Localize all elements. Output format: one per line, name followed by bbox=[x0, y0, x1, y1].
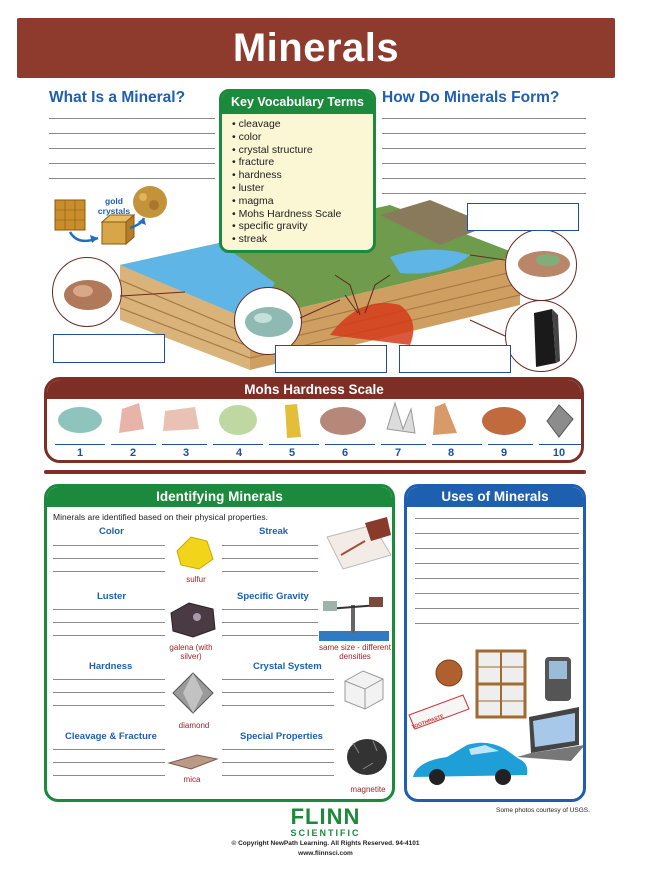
mohs-number: 1 bbox=[76, 447, 84, 459]
prop-special-label: Special Properties bbox=[240, 731, 323, 742]
label-box-vein[interactable] bbox=[467, 203, 579, 231]
identifying-heading: Identifying Minerals bbox=[47, 487, 392, 507]
streak-plate-icon bbox=[325, 515, 395, 571]
toothpaste-label: TOOTHPASTE bbox=[410, 713, 445, 731]
orthoclase-icon bbox=[320, 407, 366, 435]
uses-answer-lines bbox=[415, 507, 579, 624]
laptop-icon bbox=[517, 707, 585, 761]
crystal-model-icon bbox=[339, 665, 389, 715]
vocab-term: • cleavage bbox=[232, 118, 373, 131]
mohs-number: 5 bbox=[288, 447, 296, 459]
flinn-logo: FLINN bbox=[290, 804, 361, 829]
vocab-term: • streak bbox=[232, 233, 373, 246]
uses-of-minerals-panel bbox=[404, 484, 586, 802]
page-title: Minerals bbox=[232, 26, 400, 70]
prop-specific-gravity-label: Specific Gravity bbox=[237, 591, 309, 602]
cleavage-answer-lines bbox=[53, 741, 165, 776]
identifying-minerals-panel bbox=[44, 484, 395, 802]
crystal-system-answer-lines bbox=[222, 671, 334, 706]
mica-icon bbox=[167, 751, 219, 773]
vocab-term: • luster bbox=[232, 182, 373, 195]
talc-icon bbox=[58, 407, 102, 433]
vocab-term: • hardness bbox=[232, 169, 373, 182]
mohs-number: 9 bbox=[500, 447, 508, 459]
special-answer-lines bbox=[222, 741, 334, 776]
copyright-text: © Copyright NewPath Learning. All Rights Reserved. 94-4101 bbox=[231, 840, 420, 847]
galena-icon bbox=[167, 601, 219, 639]
apatite-icon bbox=[285, 404, 301, 438]
cell-phone-icon bbox=[545, 657, 571, 701]
website-url[interactable]: www.flinnsci.com bbox=[298, 850, 353, 857]
label-box-metamorphic[interactable] bbox=[275, 345, 387, 373]
vocab-term: • crystal structure bbox=[232, 144, 373, 157]
mohs-number: 7 bbox=[394, 447, 402, 459]
diamond-crystal-icon bbox=[171, 671, 215, 715]
footer bbox=[0, 806, 651, 857]
mohs-number: 2 bbox=[129, 447, 137, 459]
corundum-icon bbox=[482, 407, 526, 435]
quartz-icon bbox=[387, 403, 415, 433]
specific-gravity-answer-lines bbox=[222, 601, 318, 636]
label-box-sedimentary[interactable] bbox=[53, 334, 165, 363]
vocab-term: • color bbox=[232, 131, 373, 144]
mohs-hardness-scale bbox=[44, 377, 584, 463]
window-icon bbox=[477, 651, 525, 717]
what-is-mineral-heading: What Is a Mineral? bbox=[49, 89, 186, 106]
calcite-icon bbox=[163, 407, 199, 431]
magnetite-caption: magnetite bbox=[350, 785, 386, 794]
vocab-term: • specific gravity bbox=[232, 220, 373, 233]
mohs-number: 6 bbox=[341, 447, 349, 459]
mohs-number: 10 bbox=[552, 447, 566, 459]
penny-icon bbox=[436, 660, 462, 686]
photo-credit: Some photos courtesy of USGS. bbox=[496, 807, 590, 814]
mohs-number: 8 bbox=[447, 447, 455, 459]
mohs-heading: Mohs Hardness Scale bbox=[47, 380, 581, 399]
vocab-term: • fracture bbox=[232, 156, 373, 169]
identifying-intro: Minerals are identified based on their physical properties. bbox=[53, 512, 268, 522]
mohs-number: 3 bbox=[182, 447, 190, 459]
section-divider bbox=[44, 470, 586, 474]
magnetite-icon bbox=[343, 733, 391, 779]
balance-scale-icon bbox=[317, 595, 391, 643]
topaz-icon bbox=[433, 403, 457, 435]
prop-streak-label: Streak bbox=[259, 526, 289, 537]
prop-hardness-label: Hardness bbox=[89, 661, 133, 672]
gold-crystals-label: gold crystals bbox=[97, 196, 131, 216]
gypsum-icon bbox=[119, 403, 144, 433]
mica-caption: mica bbox=[183, 775, 201, 784]
how-minerals-form-heading: How Do Minerals Form? bbox=[382, 89, 560, 106]
vocab-term: • Mohs Hardness Scale bbox=[232, 208, 373, 221]
same-size-caption: same size - different densities bbox=[319, 643, 391, 661]
color-answer-lines bbox=[53, 537, 165, 572]
label-box-igneous[interactable] bbox=[399, 345, 511, 373]
galena-caption: galena (with silver) bbox=[169, 643, 213, 661]
flinn-logo-sub: SCIENTIFIC bbox=[290, 828, 361, 838]
luster-answer-lines bbox=[53, 601, 165, 636]
prop-color-label: Color bbox=[99, 526, 124, 537]
diamond-icon bbox=[547, 405, 573, 437]
prop-luster-label: Luster bbox=[97, 591, 127, 602]
hardness-answer-lines bbox=[53, 671, 165, 706]
vocab-term: • magma bbox=[232, 195, 373, 208]
mohs-number: 4 bbox=[235, 447, 243, 459]
sulfur-caption: sulfur bbox=[186, 575, 206, 584]
streak-answer-lines bbox=[222, 537, 318, 572]
sulfur-icon bbox=[173, 533, 217, 573]
vocabulary-heading: Key Vocabulary Terms bbox=[222, 92, 373, 114]
uses-heading: Uses of Minerals bbox=[407, 487, 583, 507]
diamond-caption: diamond bbox=[178, 721, 210, 730]
mohs-mineral-row bbox=[47, 399, 584, 443]
prop-crystal-system-label: Crystal System bbox=[253, 661, 322, 672]
car-icon bbox=[413, 743, 527, 785]
prop-cleavage-label: Cleavage & Fracture bbox=[65, 731, 157, 742]
fluorite-icon bbox=[219, 405, 257, 435]
